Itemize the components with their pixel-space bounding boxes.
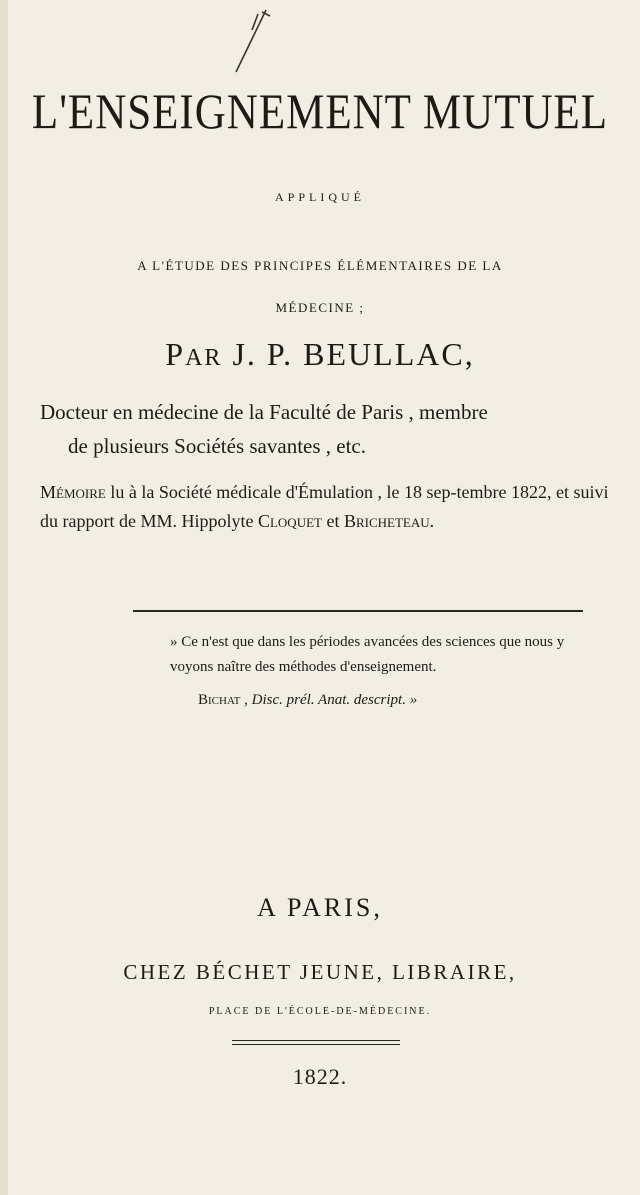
author-line (0, 336, 640, 373)
epigraph-sep: , (240, 692, 252, 708)
epigraph-text: » Ce n'est que dans les périodes avancées des sciences que nous y voyons naître des méthodes d'enseignement. (170, 634, 565, 675)
credentials-line-2: de plusieurs Sociétés savantes , etc. (68, 434, 366, 458)
epigraph (170, 630, 600, 713)
epigraph-source: Disc. prél. Anat. descript. » (251, 692, 418, 708)
handwritten-mark (0, 6, 640, 76)
publication-place: A PARIS, (257, 893, 383, 922)
memoire-note (40, 478, 620, 536)
memoire-text: lu à la Société médicale d'Émulation , le 18 sep-tembre 1822, et suivi du rapport de MM. Hippolyte (40, 482, 609, 531)
applique-line: APPLIQUÉ (274, 190, 365, 204)
memoire-and: et (321, 511, 344, 531)
epigraph-author: Bichat (198, 692, 241, 708)
publisher-address: PLACE DE L'ÉCOLE-DE-MÉDECINE. (208, 1006, 432, 1017)
memoire-name-cloquet: Cloquet (257, 511, 322, 531)
handwritten-stroke-icon (0, 6, 640, 76)
credentials-line-1: Docteur en médecine de la Faculté de Paris , membre (40, 400, 488, 424)
subtitle-line-2: MÉDECINE ; (275, 300, 365, 315)
memoire-word: Mémoire (40, 482, 106, 502)
author-credentials (40, 395, 620, 463)
separator-rule (133, 610, 583, 612)
memoire-name-bricheteau: Bricheteau (343, 511, 430, 531)
double-rule-top (232, 1040, 400, 1041)
publication-year: 1822. (292, 1064, 348, 1089)
subtitle-line-1: A L'ÉTUDE DES PRINCIPES ÉLÉMENTAIRES DE LA (137, 258, 503, 273)
author-par-rest: AR (185, 345, 223, 371)
author-name: J. P. BEULLAC, (232, 336, 475, 372)
epigraph-reference (170, 688, 600, 713)
book-title: L'ENSEIGNEMENT MUTUEL (31, 85, 609, 140)
memoire-end: . (429, 511, 435, 531)
author-par-initial: P (165, 336, 186, 372)
double-rule-bottom (232, 1044, 400, 1045)
publisher-line: CHEZ BÉCHET JEUNE, LIBRAIRE, (123, 960, 517, 984)
